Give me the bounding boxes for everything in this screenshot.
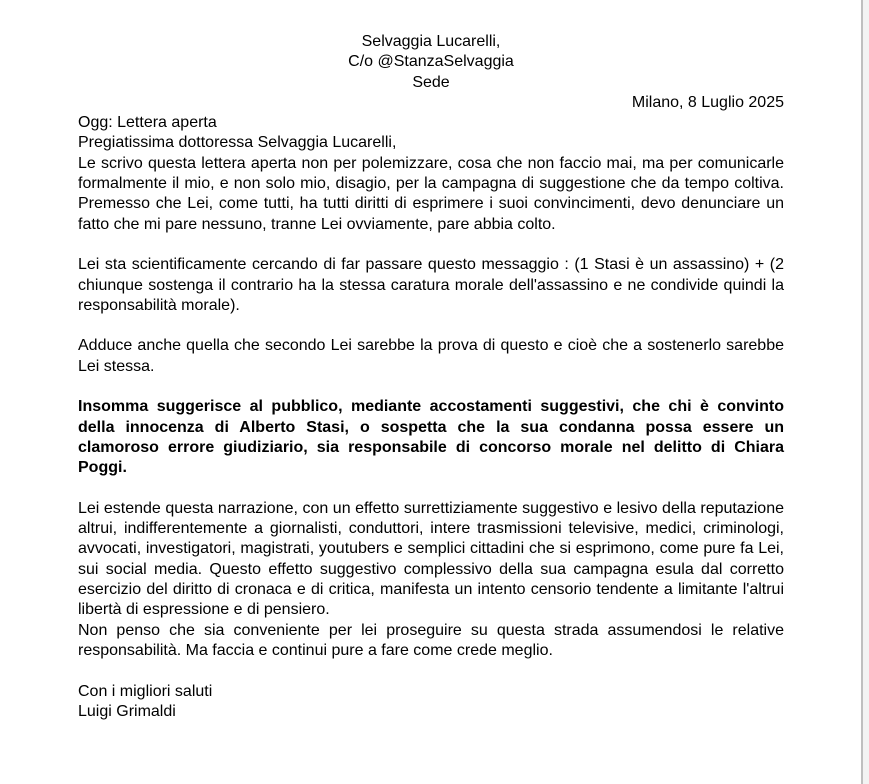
place-date: Milano, 8 Luglio 2025 [631,93,784,111]
paragraph-proof: Adduce anche quella che secondo Lei sarebbe la prova di questo e cioè che a sostenerlo sarebbe Lei stessa. [78,337,784,375]
subject-line: Ogg: Lettera aperta [78,114,217,132]
paragraph-intro: Le scrivo questa lettera aperta non per polemizzare, cosa che non faccio mai, ma per comunicarle formalmente il mio, e non solo mio, disagio, per la campagna di suggestione che da tempo coltiva. Premesso che Lei, come tutti, ha tutti diritti di esprimere i suoi convincimenti, devo denunciare un fatto che mi pare nessuno, tranne Lei ovviamente, pare abbia colto. [78,154,784,233]
letter-body [78,32,784,722]
page-shadow [863,0,869,784]
recipient-name: Selvaggia Lucarelli, [361,33,501,50]
closing: Con i migliori saluti [78,682,213,700]
paragraph-conclusion: Non penso che sia conveniente per lei proseguire su questa strada assumendosi le relative responsabilità. Ma faccia e continui pure a fare come crede meglio. [78,621,784,659]
paragraph-narrative: Lei estende questa narrazione, con un effetto surrettiziamente suggestivo e lesivo della reputazione altrui, indifferentemente a giornalisti, conduttori, intere trasmissioni televisive, medici, criminologi, avvocati, investigatori, magistrati, youtubers e semplici cittadini che si esprimono, come pure fa Lei, sui social media. Questo effetto suggestivo complessivo della sua campagna esula dal corretto esercizio del diritto di cronaca e di critica, manifesta un intento censorio tendente a limitante l'altrui libertà di espressione e di pensiero. [78,499,784,619]
recipient-block [78,32,784,93]
recipient-care-of: C/o @StanzaSelvaggia [348,53,514,71]
paragraph-message: Lei sta scientificamente cercando di far passare questo messaggio : (1 Stasi è un assassino) + (2 chiunque sostenga il contrario ha la stessa caratura morale dell'assassino e ne condivide quindi la responsabilità morale). [78,256,784,314]
recipient-place: Sede [412,73,450,91]
salutation: Pregiatissima dottoressa Selvaggia Lucarelli, [78,134,397,152]
signature: Luigi Grimaldi [78,702,176,720]
paragraph-bold-summary: Insomma suggerisce al pubblico, mediante accostamenti suggestivi, che chi è convinto della innocenza di Alberto Stasi, o sospetta che la sua condanna possa essere un clamoroso errore giudiziario, sia responsabile di concorso morale nel delitto di Chiara Poggi. [78,398,784,477]
